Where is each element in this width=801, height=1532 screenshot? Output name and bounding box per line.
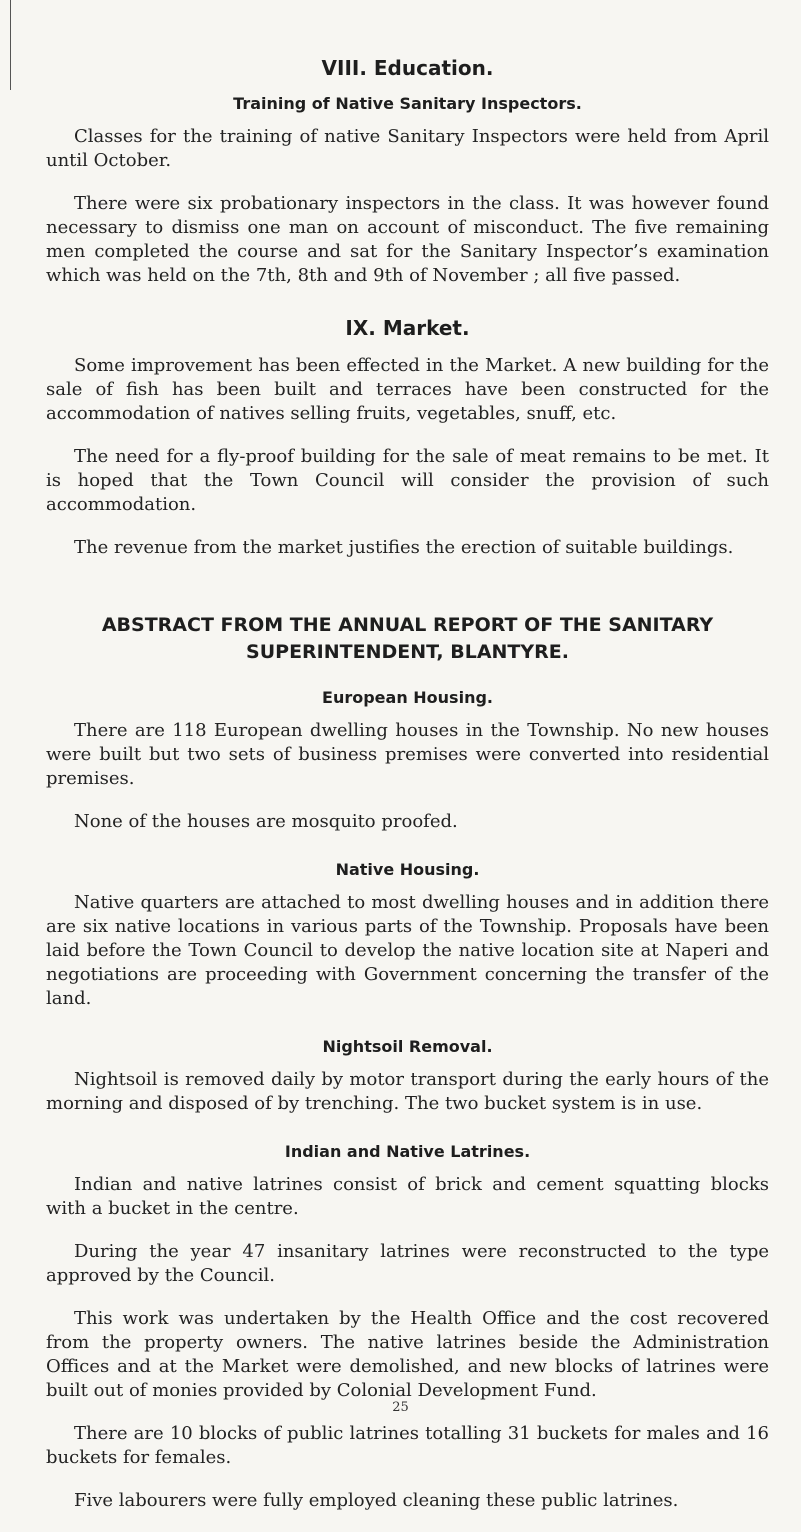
abstract-heading: ABSTRACT FROM THE ANNUAL REPORT OF THE SANITARY SUPERINTENDENT, BLANTYRE.: [101, 614, 714, 663]
paragraph: Five labourers were fully employed cleaning these public latrines.: [74, 1490, 679, 1511]
paragraph: Classes for the training of native Sanitary Inspectors were held from April until October.: [46, 126, 769, 171]
paragraph: The need for a fly-proof building for the sale of meat remains to be met. It is hoped that the Town Council will consider the provision of such accommodation.: [46, 446, 769, 515]
paragraph: Some improvement has been effected in the Market. A new building for the sale of fish has been built and terraces have been constructed for the accommodation of natives selling fruits, vegetables, snuff, etc.: [46, 355, 769, 424]
subheading-nightsoil-removal: Nightsoil Removal.: [322, 1037, 493, 1056]
subheading-european-housing: European Housing.: [322, 688, 493, 707]
paragraph: Native quarters are attached to most dwelling houses and in addition there are six native locations in various parts of the Township. Proposals have been laid before the Town Council to develop the native location site at Naperi and negotiations are proceeding with Government concerning the transfer of the land.: [46, 892, 769, 1009]
paragraph: Indian and native latrines consist of brick and cement squatting blocks with a bucket in the centre.: [46, 1174, 769, 1219]
subheading-native-housing: Native Housing.: [335, 860, 480, 879]
paragraph: There are 10 blocks of public latrines totalling 31 buckets for males and 16 buckets for females.: [46, 1423, 769, 1468]
subheading-training-inspectors: Training of Native Sanitary Inspectors.: [233, 94, 582, 113]
section-heading-education: VIII. Education.: [321, 56, 494, 80]
page-edge-line: [10, 0, 11, 90]
paragraph: None of the houses are mosquito proofed.: [74, 811, 458, 832]
paragraph: During the year 47 insanitary latrines were reconstructed to the type approved by the Council.: [46, 1241, 769, 1286]
document-page: [46, 56, 769, 1532]
paragraph: There were six probationary inspectors in the class. It was however found necessary to dismiss one man on account of misconduct. The five remaining men completed the course and sat for the Sanitary Inspector’s examination which was held on the 7th, 8th and 9th of November ; all five passed.: [46, 193, 769, 286]
section-heading-market: IX. Market.: [345, 316, 470, 340]
paragraph: The revenue from the market justifies the erection of suitable buildings.: [74, 537, 734, 558]
paragraph: There are 118 European dwelling houses in the Township. No new houses were built but two sets of business premises were converted into residential premises.: [46, 720, 769, 789]
subheading-latrines: Indian and Native Latrines.: [284, 1142, 531, 1161]
page-number: 25: [392, 1400, 409, 1415]
paragraph: This work was undertaken by the Health Office and the cost recovered from the property owners. The native latrines beside the Administration Offices and at the Market were demolished, and new blocks of latrines were built out of monies provided by Colonial Development Fund.: [46, 1308, 769, 1401]
paragraph: Nightsoil is removed daily by motor transport during the early hours of the morning and disposed of by trenching. The two bucket system is in use.: [46, 1069, 769, 1114]
